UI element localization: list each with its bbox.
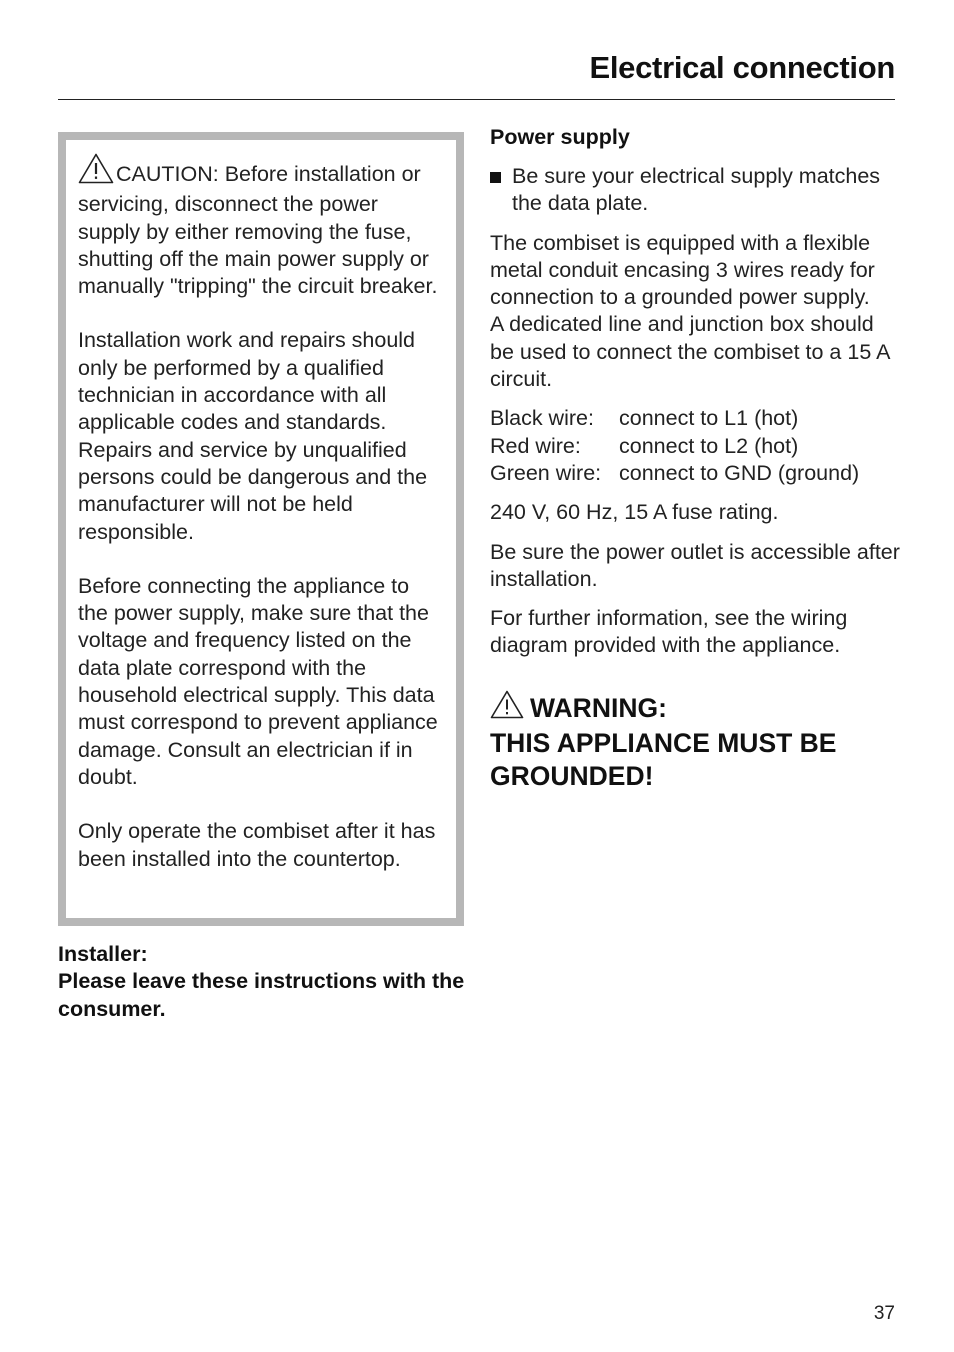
- caution-box: [58, 132, 464, 926]
- power-supply-heading: Power supply: [490, 125, 630, 149]
- grounding-warning: [490, 690, 900, 793]
- wire-name: Red wire:: [490, 433, 581, 458]
- warning-line-1: THIS APPLIANCE MUST BE: [490, 727, 837, 758]
- table-row: [490, 405, 859, 432]
- page-title: Electrical connection: [589, 50, 895, 85]
- bullet-square-icon: [490, 172, 501, 183]
- outlet-note: Be sure the power outlet is accessible after installation.: [490, 539, 900, 591]
- power-supply-section: [490, 124, 900, 793]
- installer-heading: Installer:: [58, 942, 148, 966]
- dedicated-line-description: A dedicated line and junction box should be used to connect the combiset to a 15 A circuit.: [490, 312, 890, 392]
- warning-triangle-icon: [78, 153, 114, 191]
- warning-triangle-icon: [490, 690, 524, 727]
- table-row: [490, 433, 859, 460]
- caution-paragraph-1: [78, 153, 444, 300]
- wire-table: [490, 405, 859, 487]
- wire-name: Black wire:: [490, 406, 594, 431]
- caution-paragraph-3: Before connecting the appliance to the power supply, make sure that the voltage and frequency listed on the data plate correspond with the household electrical supply. This data must correspond to prevent appliance damage. Consult an electrician if in doubt.: [78, 573, 438, 789]
- further-info: For further information, see the wiring diagram provided with the appliance.: [490, 606, 848, 658]
- list-item: [490, 163, 900, 218]
- wire-connection: connect to L2 (hot): [619, 433, 799, 458]
- wire-connection: connect to L1 (hot): [619, 406, 799, 431]
- warning-line-2: GROUNDED!: [490, 760, 654, 791]
- conduit-description: The combiset is equipped with a flexible metal conduit encasing 3 wires ready for connection to a grounded power supply.: [490, 230, 875, 310]
- caution-paragraph-2: Installation work and repairs should only be performed by a qualified technician in accordance with all applicable codes and standards. Repairs and service by unqualified persons could be dangerous and the manufacturer will not be held responsible.: [78, 328, 428, 544]
- table-row: [490, 460, 859, 487]
- page-number: 37: [873, 1303, 895, 1324]
- fuse-rating: 240 V, 60 Hz, 15 A fuse rating.: [490, 500, 779, 525]
- warning-label: WARNING:: [530, 692, 667, 723]
- bullet-text: Be sure your electrical supply matches the data plate.: [512, 164, 881, 216]
- caution-paragraph-4: Only operate the combiset after it has been installed into the countertop.: [78, 819, 436, 871]
- header-divider: [58, 99, 895, 100]
- caution-text: CAUTION: Before installation or servicing, disconnect the power supply by either removing the fuse, shutting off the main power supply or manually "tripping" the circuit breaker.: [78, 162, 438, 299]
- wire-name: Green wire:: [490, 460, 602, 485]
- warning-label-line: [490, 690, 900, 727]
- installer-text: Please leave these instructions with the consumer.: [58, 969, 465, 1021]
- installer-note: [58, 941, 478, 1023]
- wire-connection: connect to GND (ground): [619, 460, 860, 485]
